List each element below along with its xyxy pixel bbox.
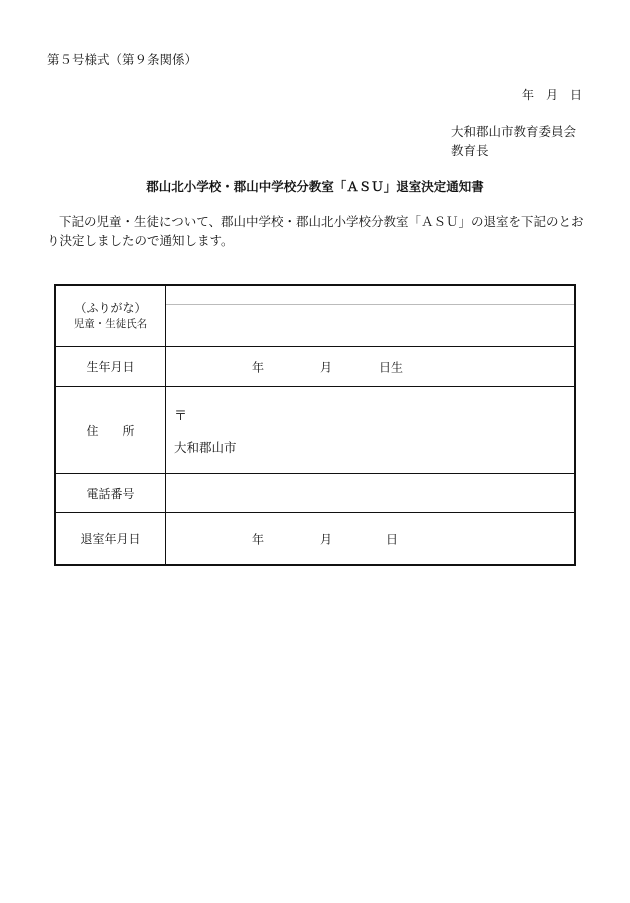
postal-mark: 〒 — [174, 409, 188, 424]
body-paragraph: 下記の児童・生徒について、郡山中学校・郡山北小学校分教室「ＡＳＵ」の退室を下記のとおり決定しましたので通知します。 — [47, 214, 584, 248]
exit-date-row — [55, 513, 575, 566]
phone-row — [55, 474, 575, 513]
name-field[interactable] — [166, 305, 574, 346]
document-title: 郡山北小学校・郡山中学校分教室「ＡＳＵ」退室決定通知書 — [146, 179, 484, 194]
address-label: 住 所 — [55, 387, 166, 474]
furigana-field[interactable] — [166, 286, 574, 305]
exit-year-label: 年 — [252, 532, 265, 546]
exit-day-label: 日 — [386, 532, 399, 546]
birthdate-day-label: 日生 — [379, 360, 404, 374]
phone-field[interactable] — [166, 474, 576, 513]
address-field[interactable] — [166, 387, 576, 474]
issuer-organization: 大和郡山市教育委員会 — [451, 124, 577, 139]
address-city: 大和郡山市 — [174, 440, 237, 455]
info-table — [54, 284, 576, 566]
birthdate-label: 生年月日 — [55, 347, 166, 387]
form-reference: 第５号様式（第９条関係） — [47, 52, 198, 67]
phone-label: 電話番号 — [55, 474, 166, 513]
furigana-label: （ふりがな） — [74, 301, 147, 315]
issuer-title: 教育長 — [451, 143, 489, 158]
exit-date-field[interactable] — [166, 513, 576, 566]
name-field-cell[interactable] — [166, 285, 576, 347]
birthdate-field[interactable] — [166, 347, 576, 387]
birthdate-year-label: 年 — [252, 360, 265, 374]
exit-month-label: 月 — [320, 532, 333, 546]
exit-date-label: 退室年月日 — [55, 513, 166, 566]
address-row — [55, 387, 575, 474]
name-label: 児童・生徒氏名 — [73, 318, 148, 330]
issue-date: 年 月 日 — [521, 88, 582, 102]
birthdate-month-label: 月 — [320, 360, 333, 374]
name-label-cell — [55, 285, 166, 347]
birthdate-row — [55, 347, 575, 387]
name-row — [55, 285, 575, 347]
